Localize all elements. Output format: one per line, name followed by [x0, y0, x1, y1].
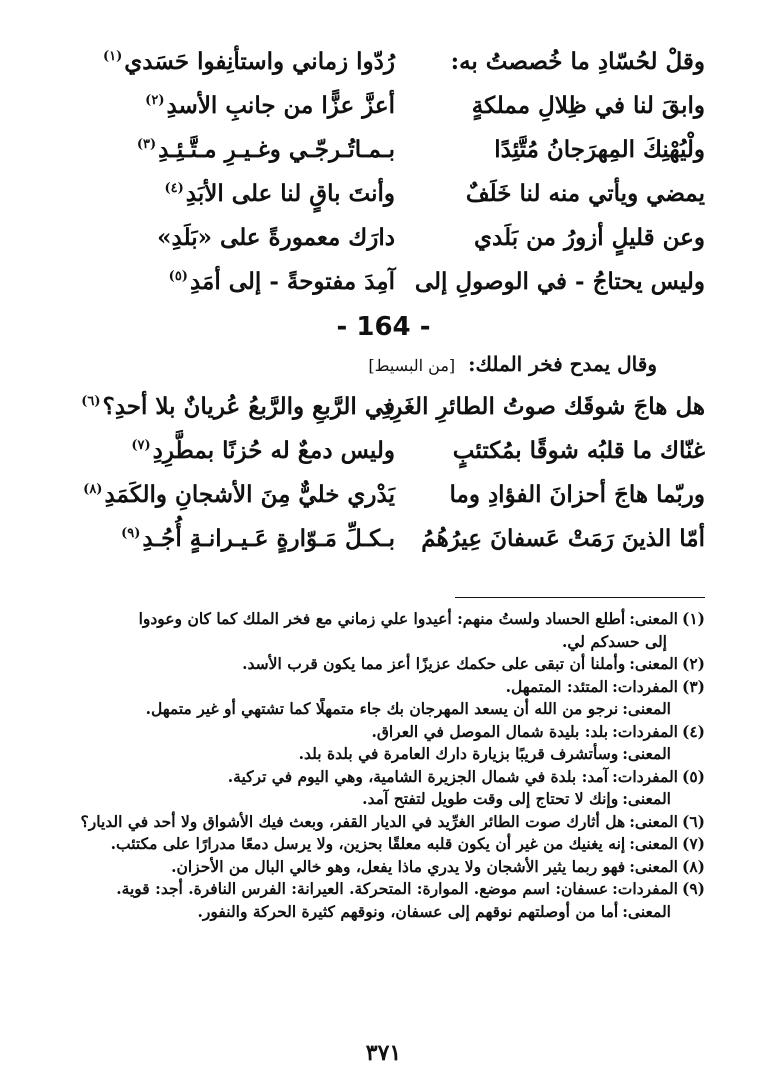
verse-first-hemistich: ولْيُهْنِكَ المِهرَجانُ مُتَّئِدًا — [494, 136, 705, 163]
footnote-label: المعنى: — [629, 654, 678, 673]
verse-row — [65, 260, 705, 304]
footnote-text: أطلع الحساد ولستُ منهم: أعيدوا علي زماني مع فخر الملك كما كان وعودوا — [138, 609, 626, 628]
footnote-marker: (٩) — [121, 526, 141, 542]
footnote-label: المفردات: — [612, 676, 678, 696]
footnotes — [55, 608, 705, 923]
verse-row — [65, 429, 705, 473]
footnote-label: المعنى: — [622, 901, 671, 921]
verses-top — [65, 40, 705, 304]
footnote-text: وأملنا أن تبقى على حكمك عزيزًا أعز مما يكون قرب الأسد. — [242, 654, 626, 673]
verse-second-hemistich: دارَك معمورةً على «بَلَدِ» — [157, 224, 395, 251]
poem-meter: [من البسيط] — [368, 356, 456, 375]
footnote-marker: (٨) — [83, 482, 103, 498]
footnote-number: (٧) — [681, 834, 705, 853]
footnote-marker: (٢) — [145, 93, 165, 109]
verse-second-hemistich: أعزَّ عزًّا من جانبِ الأسدِ$^{(٢)}$ — [145, 92, 395, 119]
footnote-number: (٢) — [681, 654, 705, 673]
poem-intro — [368, 352, 657, 376]
verse-first-hemistich: وعن قليلٍ أزورُ من بَلَدي — [474, 224, 705, 251]
footnote-number: (٩) — [681, 879, 705, 898]
footnote-label: المعنى: — [629, 609, 678, 628]
verse-second-hemistich: في الرَّبعِ والرَّبعُ عُريانٌ بلا أحدِ؟$^{(٦)}$ — [81, 393, 395, 420]
verse-first-hemistich: وليس يحتاجُ - في الوصولِ إلى — [414, 268, 705, 295]
verse-first-hemistich: وربّما هاجَ أحزانَ الفؤادِ وما — [449, 481, 705, 508]
footnote-text: إنه يغنيك من غير أن يكون قلبه معلقًا بحزين، ولا يرسل دمعًا مدرارًا على مكتئب. — [110, 834, 626, 853]
verse-row — [65, 84, 705, 128]
footnote-line — [55, 743, 705, 766]
footnote-text: فهو ربما يثير الأشجان ولا يدري ماذا يفعل، وهو خالي البال من الأحزان. — [171, 856, 626, 876]
verse-row — [65, 40, 705, 84]
footnote-text: هل أثارك صوت الطائر الغرِّيد في الديار القفر، وبعث فيك الأشواق ولا أحد في الديار؟ — [80, 811, 626, 831]
poem-number: - 164 - — [336, 312, 431, 342]
footnote-number: (٦) — [681, 811, 705, 831]
footnote-line — [55, 721, 705, 744]
footnote-number: (٨) — [681, 856, 705, 876]
verse-row — [65, 517, 705, 561]
footnote-text: نرجو من الله أن يسعد المهرجان بك جاء متمهلًا كما تشتهي أو غير متمهل. — [145, 699, 619, 718]
verse-first-hemistich: غنّاك ما قلبُه شوقًا بمُكتئبٍ — [452, 437, 705, 464]
footnote-label: المفردات: — [612, 879, 678, 898]
verse-row — [65, 473, 705, 517]
verse-first-hemistich: أمّا الذينَ رَمَتْ عَسفانَ عِيرُهُمُ — [421, 525, 705, 552]
footnote-line — [55, 788, 705, 811]
footnote-line — [55, 766, 705, 789]
verse-row — [65, 172, 705, 216]
footnote-number: (٤) — [681, 721, 705, 741]
footnote-text: بلد: بليدة شمال الموصل في العراق. — [371, 721, 609, 741]
footnote-marker: (٦) — [81, 394, 101, 410]
footnote-text: آمد: بلدة في شمال الجزيرة الشامية، وهي اليوم في تركية. — [227, 766, 609, 786]
footnote-line — [55, 833, 705, 856]
footnote-label: المعنى: — [629, 834, 678, 853]
verse-second-hemistich: بـكـلِّ مَـوّارةٍ عَـيـرانـةٍ أُجُـدِ$^{(٩)}$ — [121, 525, 395, 552]
footnote-number: (٥) — [681, 766, 705, 786]
footnote-marker: (٤) — [164, 181, 184, 197]
footnote-marker: (١) — [102, 49, 123, 65]
verse-second-hemistich: بـمـاتُـرجّـي وغـيـرِ مـتَّـئِـدِ$^{(٣)}$ — [136, 136, 395, 163]
verse-row — [65, 385, 705, 429]
footnote-line — [55, 878, 705, 901]
verse-second-hemistich: رُدّوا زماني واستأنِفوا حَسَدي$^{(١)}$ — [102, 48, 395, 75]
footnote-label: المفردات: — [612, 766, 678, 786]
verse-first-hemistich: هل هاجَ شوقَك صوتُ الطائرِ الغَرِدِ — [381, 393, 705, 420]
footnote-line — [55, 608, 705, 631]
footnote-text: إلى حسدكم لي. — [561, 631, 667, 651]
verse-first-hemistich: وابقَ لنا في ظِلالِ مملكةٍ — [471, 92, 705, 119]
footnote-label: المعنى: — [629, 811, 678, 831]
verse-first-hemistich: وقلْ لحُسّادِ ما خُصصتُ به: — [450, 48, 705, 75]
footnote-line — [55, 653, 705, 676]
footnote-marker: (٥) — [168, 269, 188, 285]
poem-intro-text: وقال يمدح فخر الملك: — [468, 352, 657, 376]
footnote-line — [55, 856, 705, 879]
verse-row — [65, 128, 705, 172]
footnote-divider — [455, 597, 705, 598]
footnote-label: المعنى: — [622, 699, 671, 718]
verse-second-hemistich: وأنتَ باقٍ لنا على الأبَدِ$^{(٤)}$ — [164, 180, 395, 207]
footnote-line — [55, 698, 705, 721]
verses-bottom — [65, 385, 705, 561]
footnote-marker: (٧) — [131, 438, 151, 454]
footnote-line — [55, 631, 705, 654]
verse-second-hemistich: يَدْري خليٌّ مِنَ الأشجانِ والكَمَدِ$^{(٨)}$ — [83, 481, 395, 508]
verse-first-hemistich: يمضي ويأتي منه لنا خَلَفٌ — [465, 180, 705, 207]
footnote-text: عسفان: اسم موضع. الموارة: المتحركة. العيرانة: الفرس النافرة. أجد: قوية. — [116, 879, 609, 898]
verse-second-hemistich: وليس دمعٌ له حُزنًا بمطَّرِدِ$^{(٧)}$ — [131, 437, 395, 464]
footnote-text: وإنك لا تحتاج إلى وقت طويل لتفتح آمد. — [362, 789, 619, 808]
verse-second-hemistich: آمِدَ مفتوحةً - إلى أمَدِ$^{(٥)}$ — [168, 268, 395, 295]
footnote-label: المعنى: — [629, 856, 678, 876]
footnote-text: أما من أوصلتهم نوقهم إلى عسفان، ونوقهم كثيرة الحركة والنفور. — [197, 901, 619, 921]
footnote-text: المتئد: المتمهل. — [505, 676, 609, 696]
footnote-line — [55, 676, 705, 699]
footnote-number: (١) — [681, 609, 705, 628]
footnote-marker: (٣) — [136, 137, 157, 153]
verse-row — [65, 216, 705, 260]
footnote-label: المعنى: — [622, 744, 671, 763]
footnote-line — [55, 811, 705, 834]
footnote-line — [55, 901, 705, 924]
footnote-label: المفردات: — [612, 721, 678, 741]
footnote-label: المعنى: — [622, 789, 671, 808]
footnote-number: (٣) — [681, 676, 705, 696]
page-number: ٣٧١ — [365, 1040, 402, 1066]
footnote-text: وسأتشرف قريبًا بزيارة دارك العامرة في بلدة بلد. — [298, 744, 619, 763]
